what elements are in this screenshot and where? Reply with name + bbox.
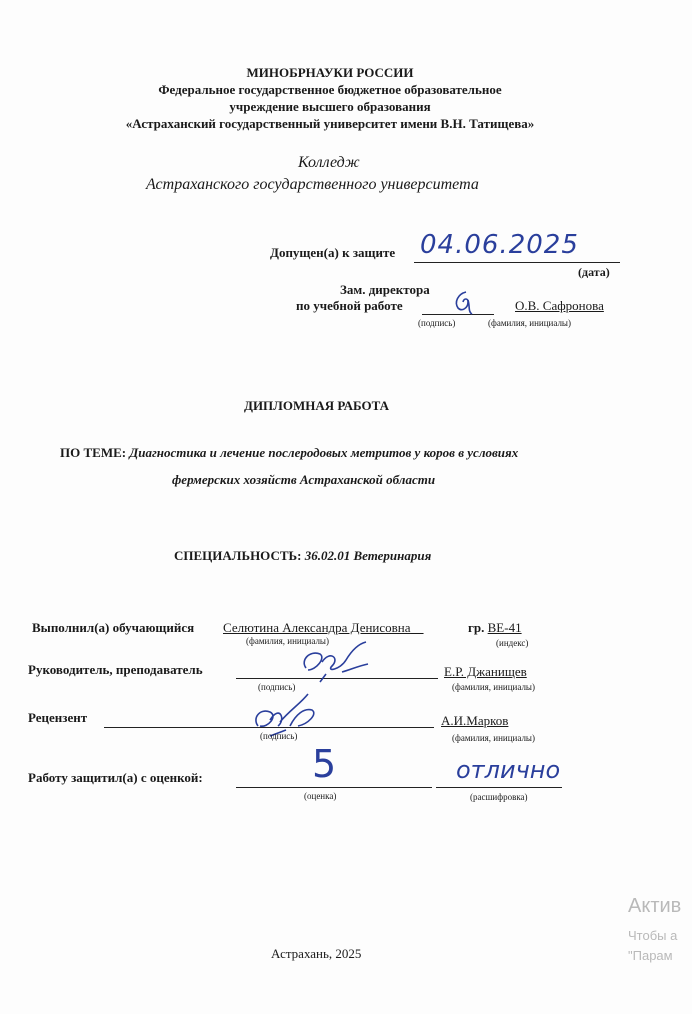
admitted-date-line <box>414 262 620 263</box>
grade-text-handwritten: отлично <box>456 756 561 784</box>
grade-line <box>236 787 432 788</box>
activation-watermark-line-1: Чтобы а <box>628 928 678 943</box>
college-line-2: Астраханского государственного университета <box>146 176 479 193</box>
supervisor-label: Руководитель, преподаватель <box>28 662 203 677</box>
admitted-date-handwritten: 04.06.2025 <box>420 230 579 260</box>
grade-text-caption: (расшифровка) <box>470 792 528 802</box>
deputy-title-line-2: по учебной работе <box>296 298 403 313</box>
topic-line-2: фермерских хозяйств Астраханской области <box>172 472 436 487</box>
student-caption-name: (фамилия, инициалы) <box>246 636 329 646</box>
supervisor-name: Е.Р. Джанищев <box>444 664 527 679</box>
activation-watermark-title: Актив <box>628 895 682 917</box>
topic-line-1: ПО ТЕМЕ: Диагностика и лечение послеродовых метритов у коров в условиях <box>60 445 519 460</box>
city-year: Астрахань, 2025 <box>271 946 362 961</box>
institution-line-2: учреждение высшего образования <box>229 99 431 114</box>
admitted-label: Допущен(а) к защите <box>270 245 396 260</box>
defense-label: Работу защитил(а) с оценкой: <box>28 770 203 785</box>
grade-handwritten: 5 <box>312 742 337 786</box>
reviewer-caption-name: (фамилия, инициалы) <box>452 733 535 743</box>
date-caption: (дата) <box>578 265 610 279</box>
student-group: гр. ВЕ-41 <box>468 620 522 635</box>
student-label: Выполнил(а) обучающийся <box>32 620 195 635</box>
student-caption-index: (индекс) <box>496 638 529 648</box>
college-line-1: Колледж <box>298 154 360 171</box>
deputy-signature <box>448 288 478 316</box>
grade-caption: (оценка) <box>304 791 337 801</box>
reviewer-name: А.И.Марков <box>441 713 509 728</box>
grade-text-line <box>436 787 562 788</box>
deputy-title-line-1: Зам. директора <box>340 282 430 297</box>
student-name: Селютина Александра Денисовна <box>223 620 411 635</box>
reviewer-caption-signature: (подпись) <box>260 731 298 741</box>
document-title: ДИПЛОМНАЯ РАБОТА <box>244 398 390 413</box>
specialty: СПЕЦИАЛЬНОСТЬ: 36.02.01 Ветеринария <box>174 548 432 563</box>
university-name: «Астраханский государственный университет имени В.Н. Татищева» <box>125 116 535 131</box>
supervisor-caption-signature: (подпись) <box>258 682 296 692</box>
reviewer-label: Рецензент <box>28 710 88 725</box>
ministry-line: МИНОБРНАУКИ РОССИИ <box>246 65 414 80</box>
supervisor-signature <box>296 640 376 686</box>
deputy-name: О.В. Сафронова <box>515 298 604 313</box>
institution-line-1: Федеральное государственное бюджетное образовательное <box>158 82 502 97</box>
activation-watermark-line-2: "Парам <box>628 948 673 963</box>
deputy-caption-signature: (подпись) <box>418 318 456 328</box>
deputy-caption-name: (фамилия, инициалы) <box>488 318 571 328</box>
supervisor-caption-name: (фамилия, инициалы) <box>452 682 535 692</box>
